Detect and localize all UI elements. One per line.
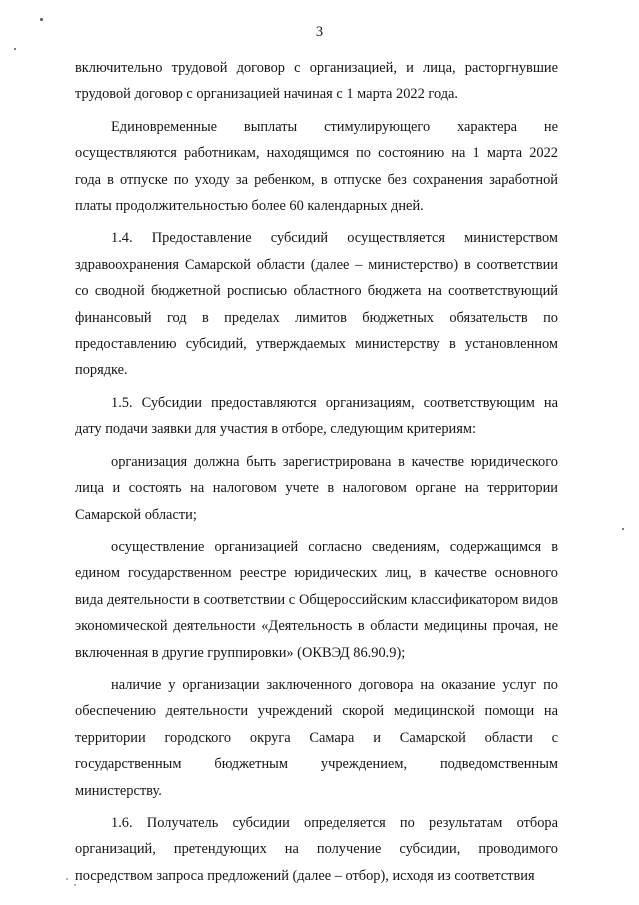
scan-speck — [40, 18, 43, 21]
paragraph-lump-sum-exclusion: Единовременные выплаты стимулирующего характера не осуществляются работникам, находящимся по состоянию на 1 марта 2022 года в отпуске по уходу за ребенком, в отпуске без сохранения заработной платы продолжительностью более 60 календарных дней. — [75, 118, 558, 215]
paragraph-1-5: 1.5. Субсидии предоставляются организациям, соответствующим на дату подачи заявки для участия в отборе, следующим критериям: — [75, 394, 558, 438]
scan-speck — [622, 528, 624, 530]
paragraph-continuation: включительно трудовой договор с организацией, и лица, расторгнувшие трудовой договор с организацией начиная с 1 марта 2022 года. — [75, 60, 558, 103]
scan-speck — [74, 884, 76, 886]
document-body — [75, 55, 558, 889]
paragraph-1-4: 1.4. Предоставление субсидий осуществляется министерством здравоохранения Самарской области (далее – министерство) в соответствии со сводной бюджетной росписью областного бюджета на соответствующий финансовый год в пределах лимитов бюджетных обязательств по предоставлению субсидий, утверждаемых министерству в установленном порядке. — [75, 230, 558, 379]
criterion-registration: организация должна быть зарегистрирована в качестве юридического лица и состоять на налоговом учете в налоговом органе на территории Самарской области; — [75, 453, 558, 523]
scan-speck — [66, 878, 68, 880]
page-number: 3 — [315, 24, 324, 40]
paragraph-1-6: 1.6. Получатель субсидии определяется по результатам отбора организаций, претендующих на получение субсидии, проводимого посредством запроса предложений (далее – отбор), исходя из соответствия — [75, 814, 558, 884]
scan-speck — [14, 48, 16, 50]
criterion-contract: наличие у организации заключенного договора на оказание услуг по обеспечению деятельности учреждений скорой медицинской помощи на территории городского округа Самара и Самарской области с государственным бюджетным учреждением, подведомственным министерству. — [75, 676, 558, 799]
criterion-okved: осуществление организацией согласно сведениям, содержащимся в едином государственном реестре юридических лиц, в качестве основного вида деятельности в соответствии с Общероссийским классификатором видов экономической деятельности «Деятельность в области медицины прочая, не включенная в другие группировки» (ОКВЭД 86.90.9); — [75, 538, 558, 661]
